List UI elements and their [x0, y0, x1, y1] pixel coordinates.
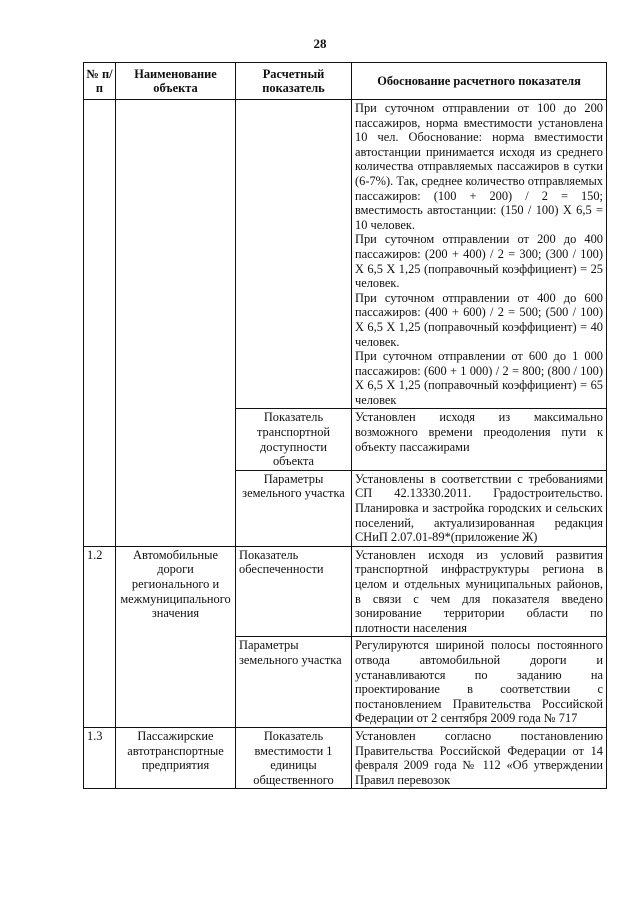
cell-indicator [236, 100, 352, 409]
justification-paragraph: При суточном отправлении от 100 до 200 пассажиров, норма вместимости установлена 10 чел. Обоснование: норма вместимости автостанции принимается исходя из среднего количества отправляемых пассажиров в сутки (6-7%). Так, среднее количество отправляемых пассажиров: (100 + 200) / 2 = 150; вместимость автостанции: (150 / 100) Х 6,5 = 10 человек. [355, 101, 603, 232]
cell-name [116, 100, 236, 547]
justification-paragraph: При суточном отправлении от 400 до 600 пассажиров: (400 + 600) / 2 = 500; (500 / 100) Х 6,5 Х 1,25 (поправочный коэффициент) = 40 человек. [355, 290, 603, 349]
header-num: № п/п [84, 63, 116, 100]
cell-justification: Регулируются шириной полосы постоянного отвода автомобильной дороги и устанавливаются по заданию на проектирование в соответствии с постановлением Правительства Российской Федерации от 2 сентября 2009 года № 717 [352, 637, 607, 728]
cell-name: Пассажирские автотранспортные предприятия [116, 727, 236, 788]
cell-justification: Установлены в соответствии с требованиями СП 42.13330.2011. Градостроительство. Планировка и застройка городских и сельских поселений, актуализированная редакция СНиП 2.07.01-89*(приложение Ж) [352, 470, 607, 546]
cell-justification: Установлен согласно постановлению Правительства Российской Федерации от 14 февраля 2009 года № 112 «Об утверждении Правил перевозок [352, 727, 607, 788]
page-number: 28 [313, 36, 327, 51]
cell-indicator: Показатель транспортной доступности объекта [236, 409, 352, 470]
cell-indicator: Параметры земельного участка [236, 470, 352, 546]
header-name: Наименование объекта [116, 63, 236, 100]
justification-paragraph: При суточном отправлении от 600 до 1 000 пассажиров: (600 + 1 000) / 2 = 800; (800 / 100) Х 6,5 Х 1,25 (поправочный коэффициент) = 65 человек [355, 349, 603, 407]
justification-table [83, 62, 607, 789]
cell-name: Автомобильные дороги регионального и межмуниципального значения [116, 546, 236, 727]
cell-justification: Установлен исходя из максимально возможного времени преодоления пути к объекту пассажирами [352, 409, 607, 470]
cell-num [84, 100, 116, 547]
cell-justification [352, 100, 607, 409]
justification-paragraph: При суточном отправлении от 200 до 400 пассажиров: (200 + 400) / 2 = 300; (300 / 100) Х 6,5 Х 1,25 (поправочный коэффициент) = 25 человек. [355, 232, 603, 291]
cell-indicator: Параметры земельного участка [236, 637, 352, 728]
table-header-row [84, 63, 607, 100]
table-row [84, 546, 607, 637]
table-row [84, 727, 607, 788]
cell-num: 1.2 [84, 546, 116, 727]
cell-indicator: Показатель обеспеченности [236, 546, 352, 637]
cell-num: 1.3 [84, 727, 116, 788]
cell-indicator: Показатель вместимости 1 единицы общественного [236, 727, 352, 788]
cell-justification: Установлен исходя из условий развития транспортной инфраструктуры региона в целом и отдельных муниципальных районов, в связи с чем для показателя введено зонирование территории области по плотности населения [352, 546, 607, 637]
header-justification: Обоснование расчетного показателя [352, 63, 607, 100]
header-indicator: Расчетный показатель [236, 63, 352, 100]
table-row [84, 100, 607, 409]
